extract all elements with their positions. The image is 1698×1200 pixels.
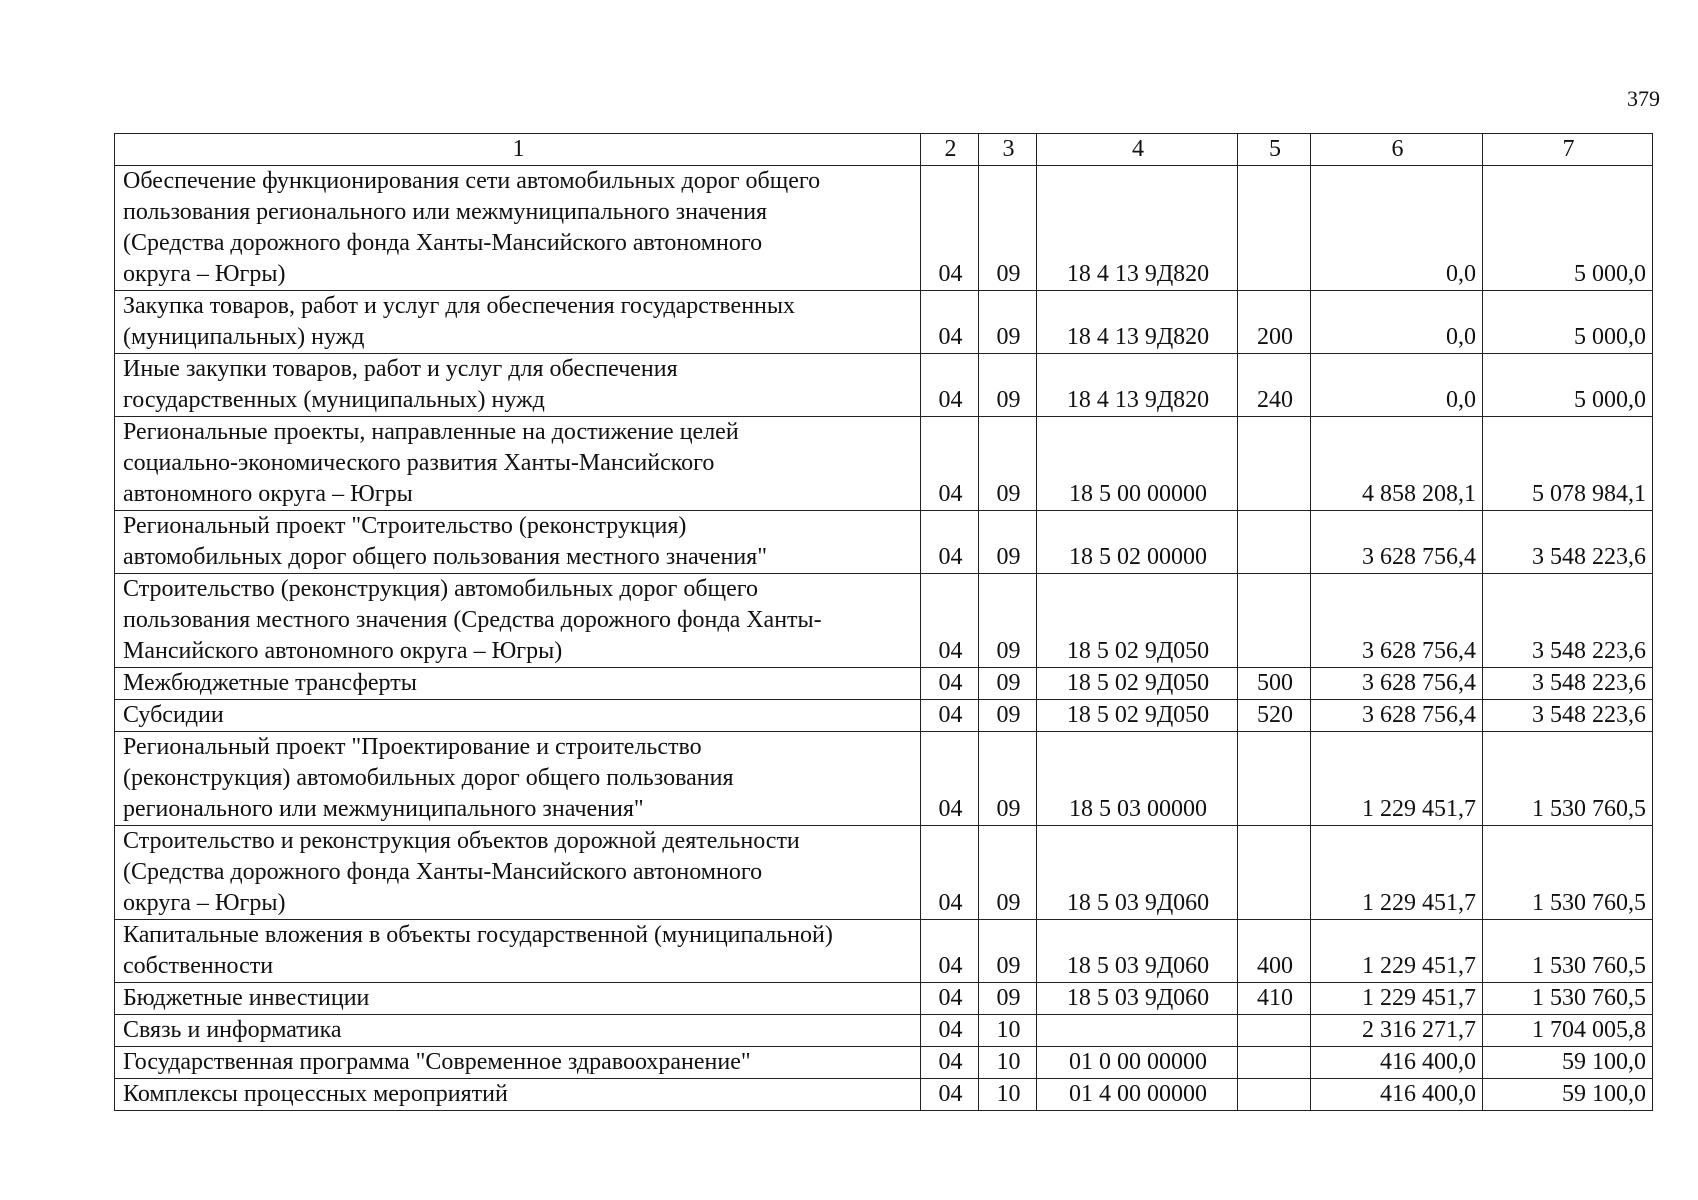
- budget-table: [114, 133, 1653, 1111]
- section-code-cell: 04: [921, 732, 979, 826]
- table-row: [115, 574, 1653, 668]
- row-name-cell: [115, 511, 921, 574]
- table-row: [115, 1015, 1653, 1047]
- row-name-cell: [115, 920, 921, 983]
- subsection-code-cell: 09: [979, 417, 1037, 511]
- amount-year-2-cell: 59 100,0: [1483, 1079, 1653, 1111]
- section-code-cell: 04: [921, 920, 979, 983]
- row-name-line: Обеспечение функционирования сети автомобильных дорог общего: [123, 168, 821, 194]
- expense-type-cell: [1238, 511, 1311, 574]
- subsection-code-cell: 09: [979, 166, 1037, 291]
- subsection-code-cell: 09: [979, 826, 1037, 920]
- subsection-code-cell: 09: [979, 668, 1037, 700]
- table-header: [115, 134, 1653, 166]
- table-row: [115, 166, 1653, 291]
- target-article-cell: 18 5 03 9Д060: [1037, 983, 1238, 1015]
- amount-year-2-cell: 3 548 223,6: [1483, 574, 1653, 668]
- header-col-4: 4: [1037, 134, 1238, 166]
- amount-year-2-cell: 59 100,0: [1483, 1047, 1653, 1079]
- table-row: [115, 732, 1653, 826]
- amount-year-1-cell: 3 628 756,4: [1311, 700, 1483, 732]
- row-name-line: регионального или межмуниципального значения": [123, 796, 644, 822]
- target-article-cell: 01 4 00 00000: [1037, 1079, 1238, 1111]
- amount-year-2-cell: 5 078 984,1: [1483, 417, 1653, 511]
- row-name-line: Капитальные вложения в объекты государственной (муниципальной): [123, 922, 833, 948]
- target-article-cell: 18 5 02 00000: [1037, 511, 1238, 574]
- row-name-line: пользования местного значения (Средства дорожного фонда Ханты-: [123, 607, 822, 633]
- row-name-line: Бюджетные инвестиции: [123, 985, 370, 1011]
- amount-year-1-cell: 2 316 271,7: [1311, 1015, 1483, 1047]
- section-code-cell: 04: [921, 417, 979, 511]
- row-name-cell: [115, 354, 921, 417]
- subsection-code-cell: 09: [979, 983, 1037, 1015]
- target-article-cell: [1037, 1015, 1238, 1047]
- table-row: [115, 668, 1653, 700]
- expense-type-cell: [1238, 1079, 1311, 1111]
- header-col-2: 2: [921, 134, 979, 166]
- row-name-line: Закупка товаров, работ и услуг для обеспечения государственных: [123, 293, 796, 319]
- row-name-cell: [115, 291, 921, 354]
- expense-type-cell: 200: [1238, 291, 1311, 354]
- row-name-line: (муниципальных) нужд: [123, 324, 365, 350]
- row-name-line: Региональный проект "Строительство (реконструкция): [123, 513, 687, 539]
- row-name-line: Межбюджетные трансферты: [123, 670, 417, 696]
- row-name-line: Строительство (реконструкция) автомобильных дорог общего: [123, 576, 758, 602]
- subsection-code-cell: 09: [979, 574, 1037, 668]
- amount-year-1-cell: 4 858 208,1: [1311, 417, 1483, 511]
- subsection-code-cell: 09: [979, 700, 1037, 732]
- target-article-cell: 18 4 13 9Д820: [1037, 166, 1238, 291]
- expense-type-cell: [1238, 1047, 1311, 1079]
- amount-year-1-cell: 3 628 756,4: [1311, 574, 1483, 668]
- row-name-line: Субсидии: [123, 702, 224, 728]
- row-name-cell: [115, 826, 921, 920]
- expense-type-cell: 520: [1238, 700, 1311, 732]
- row-name-line: собственности: [123, 953, 274, 979]
- header-col-1: 1: [115, 134, 921, 166]
- table-row: [115, 354, 1653, 417]
- row-name-line: Государственная программа "Современное здравоохранение": [123, 1049, 751, 1075]
- row-name-cell: [115, 1015, 921, 1047]
- expense-type-cell: 400: [1238, 920, 1311, 983]
- row-name-line: (Средства дорожного фонда Ханты-Мансийского автономного: [123, 230, 763, 256]
- table-row: [115, 700, 1653, 732]
- subsection-code-cell: 10: [979, 1047, 1037, 1079]
- expense-type-cell: [1238, 166, 1311, 291]
- amount-year-2-cell: 3 548 223,6: [1483, 668, 1653, 700]
- amount-year-2-cell: 3 548 223,6: [1483, 700, 1653, 732]
- target-article-cell: 18 4 13 9Д820: [1037, 354, 1238, 417]
- amount-year-2-cell: 5 000,0: [1483, 291, 1653, 354]
- target-article-cell: 18 5 03 9Д060: [1037, 826, 1238, 920]
- section-code-cell: 04: [921, 511, 979, 574]
- header-col-3: 3: [979, 134, 1037, 166]
- subsection-code-cell: 10: [979, 1079, 1037, 1111]
- expense-type-cell: [1238, 417, 1311, 511]
- section-code-cell: 04: [921, 1047, 979, 1079]
- table-row: [115, 920, 1653, 983]
- subsection-code-cell: 09: [979, 920, 1037, 983]
- table-row: [115, 417, 1653, 511]
- amount-year-1-cell: 1 229 451,7: [1311, 920, 1483, 983]
- table-row: [115, 1079, 1653, 1111]
- target-article-cell: 18 5 02 9Д050: [1037, 668, 1238, 700]
- expense-type-cell: 500: [1238, 668, 1311, 700]
- target-article-cell: 18 4 13 9Д820: [1037, 291, 1238, 354]
- amount-year-1-cell: 3 628 756,4: [1311, 668, 1483, 700]
- expense-type-cell: 410: [1238, 983, 1311, 1015]
- subsection-code-cell: 09: [979, 732, 1037, 826]
- table-row: [115, 511, 1653, 574]
- row-name-line: Региональный проект "Проектирование и строительство: [123, 734, 702, 760]
- header-col-7: 7: [1483, 134, 1653, 166]
- amount-year-1-cell: 0,0: [1311, 166, 1483, 291]
- row-name-line: автомобильных дорог общего пользования местного значения": [123, 544, 767, 570]
- row-name-cell: [115, 1079, 921, 1111]
- amount-year-1-cell: 3 628 756,4: [1311, 511, 1483, 574]
- table-row: [115, 1047, 1653, 1079]
- amount-year-2-cell: 1 530 760,5: [1483, 983, 1653, 1015]
- amount-year-1-cell: 0,0: [1311, 354, 1483, 417]
- target-article-cell: 18 5 03 00000: [1037, 732, 1238, 826]
- header-row: [115, 134, 1653, 166]
- row-name-cell: [115, 166, 921, 291]
- amount-year-2-cell: 5 000,0: [1483, 166, 1653, 291]
- expense-type-cell: 240: [1238, 354, 1311, 417]
- amount-year-1-cell: 416 400,0: [1311, 1079, 1483, 1111]
- table-body: [115, 166, 1653, 1111]
- row-name-line: Мансийского автономного округа – Югры): [123, 638, 563, 664]
- expense-type-cell: [1238, 826, 1311, 920]
- row-name-cell: [115, 700, 921, 732]
- target-article-cell: 18 5 03 9Д060: [1037, 920, 1238, 983]
- page-number: 379: [1627, 86, 1660, 111]
- row-name-cell: [115, 668, 921, 700]
- row-name-line: (Средства дорожного фонда Ханты-Мансийского автономного: [123, 859, 763, 885]
- row-name-line: Комплексы процессных мероприятий: [123, 1081, 508, 1107]
- table-row: [115, 826, 1653, 920]
- row-name-cell: [115, 574, 921, 668]
- section-code-cell: 04: [921, 700, 979, 732]
- target-article-cell: 18 5 02 9Д050: [1037, 700, 1238, 732]
- row-name-cell: [115, 1047, 921, 1079]
- expense-type-cell: [1238, 1015, 1311, 1047]
- row-name-line: Иные закупки товаров, работ и услуг для обеспечения: [123, 356, 678, 382]
- amount-year-2-cell: 1 530 760,5: [1483, 732, 1653, 826]
- expense-type-cell: [1238, 574, 1311, 668]
- section-code-cell: 04: [921, 1079, 979, 1111]
- subsection-code-cell: 09: [979, 291, 1037, 354]
- amount-year-2-cell: 1 530 760,5: [1483, 920, 1653, 983]
- section-code-cell: 04: [921, 291, 979, 354]
- section-code-cell: 04: [921, 574, 979, 668]
- row-name-line: округа – Югры): [123, 261, 286, 287]
- target-article-cell: 01 0 00 00000: [1037, 1047, 1238, 1079]
- row-name-line: Связь и информатика: [123, 1017, 342, 1043]
- header-col-6: 6: [1311, 134, 1483, 166]
- row-name-cell: [115, 417, 921, 511]
- row-name-line: пользования регионального или межмуниципального значения: [123, 199, 768, 225]
- amount-year-1-cell: 1 229 451,7: [1311, 983, 1483, 1015]
- header-col-5: 5: [1238, 134, 1311, 166]
- amount-year-2-cell: 1 704 005,8: [1483, 1015, 1653, 1047]
- section-code-cell: 04: [921, 983, 979, 1015]
- section-code-cell: 04: [921, 668, 979, 700]
- row-name-line: социально-экономического развития Ханты-Мансийского: [123, 450, 715, 476]
- amount-year-2-cell: 3 548 223,6: [1483, 511, 1653, 574]
- subsection-code-cell: 10: [979, 1015, 1037, 1047]
- amount-year-1-cell: 1 229 451,7: [1311, 826, 1483, 920]
- expense-type-cell: [1238, 732, 1311, 826]
- row-name-cell: [115, 983, 921, 1015]
- amount-year-1-cell: 0,0: [1311, 291, 1483, 354]
- amount-year-1-cell: 1 229 451,7: [1311, 732, 1483, 826]
- row-name-line: государственных (муниципальных) нужд: [123, 387, 545, 413]
- row-name-line: округа – Югры): [123, 890, 286, 916]
- row-name-cell: [115, 732, 921, 826]
- section-code-cell: 04: [921, 166, 979, 291]
- section-code-cell: 04: [921, 826, 979, 920]
- target-article-cell: 18 5 00 00000: [1037, 417, 1238, 511]
- subsection-code-cell: 09: [979, 354, 1037, 417]
- amount-year-2-cell: 5 000,0: [1483, 354, 1653, 417]
- section-code-cell: 04: [921, 1015, 979, 1047]
- row-name-line: Региональные проекты, направленные на достижение целей: [123, 419, 739, 445]
- row-name-line: автономного округа – Югры: [123, 481, 413, 507]
- table-row: [115, 983, 1653, 1015]
- row-name-line: Строительство и реконструкция объектов дорожной деятельности: [123, 828, 800, 854]
- amount-year-2-cell: 1 530 760,5: [1483, 826, 1653, 920]
- section-code-cell: 04: [921, 354, 979, 417]
- subsection-code-cell: 09: [979, 511, 1037, 574]
- table-row: [115, 291, 1653, 354]
- row-name-line: (реконструкция) автомобильных дорог общего пользования: [123, 765, 734, 791]
- target-article-cell: 18 5 02 9Д050: [1037, 574, 1238, 668]
- amount-year-1-cell: 416 400,0: [1311, 1047, 1483, 1079]
